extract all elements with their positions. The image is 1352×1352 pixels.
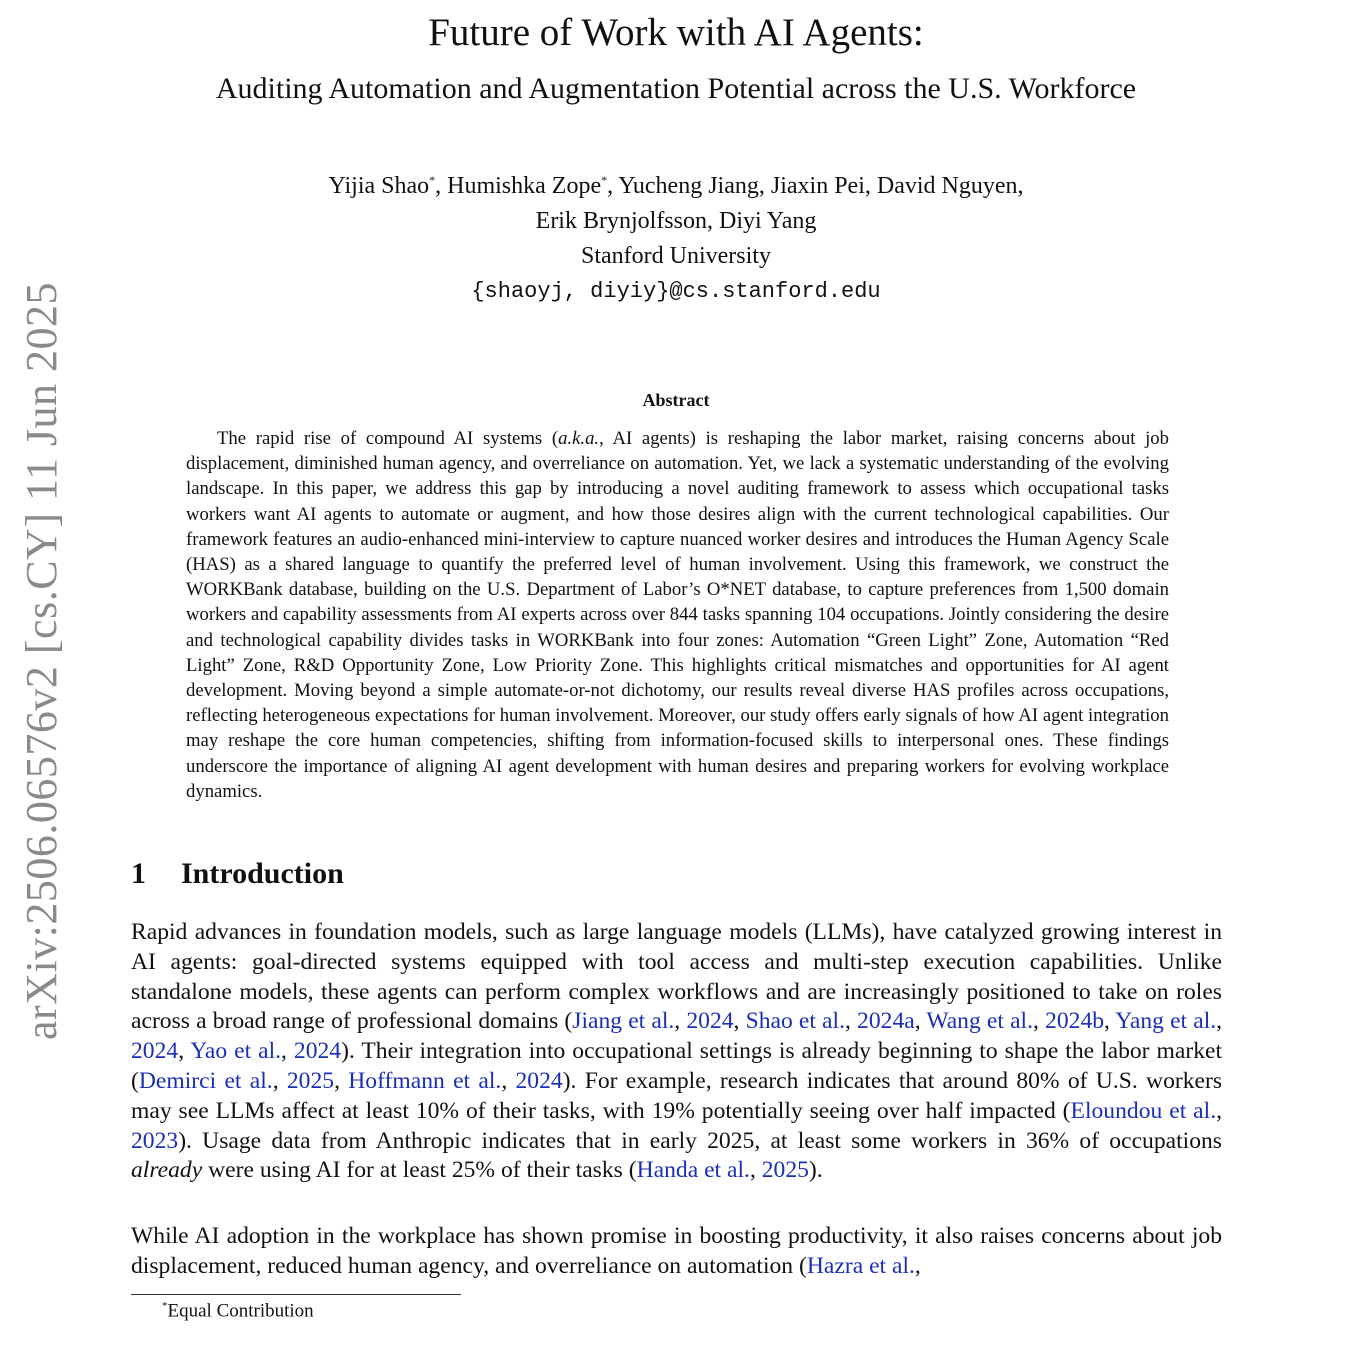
citation-year-link[interactable]: 2024 bbox=[293, 1038, 342, 1065]
citation-year-link[interactable]: 2024 bbox=[515, 1067, 563, 1094]
citation-link[interactable]: Shao et al. bbox=[745, 1008, 845, 1035]
citation-link[interactable]: Hoffmann et al. bbox=[348, 1067, 502, 1094]
author-names: Yucheng Jiang, Jiaxin Pei, David Nguyen, bbox=[618, 173, 1024, 199]
paragraph-text: While AI adoption in the workplace has shown promise in boosting productivity, it also raises concerns about job displacement, reduced human agency, and overreliance on automation ( bbox=[131, 1223, 1222, 1279]
author-block bbox=[0, 163, 1352, 309]
citation-link[interactable]: Handa et al. bbox=[636, 1157, 750, 1184]
citation-year-link[interactable]: 2025 bbox=[286, 1067, 335, 1094]
citation-year-link[interactable]: 2023 bbox=[131, 1127, 179, 1154]
author-line-1: Yijia Shao*, Humishka Zope*, Yucheng Jiang, Jiaxin Pei, David Nguyen, bbox=[328, 173, 1024, 199]
author-name: Yijia Shao bbox=[328, 173, 430, 199]
abstract-body bbox=[186, 426, 1169, 804]
intro-paragraph-1: Rapid advances in foundation models, such as large language models (LLMs), have catalyzed growing interest in AI agents: goal-directed systems equipped with tool access and multi-step execution capabilities. Unlike standalone models, these agents can perform complex workflows and are increasingly positioned to take on roles across a broad range of professional domains (Jiang et al., 2024, Shao et al., 2024a, Wang et al., 2024b, Yang et al., 2024, Yao et al., 2024). Their integration into occupational settings is already beginning to shape the labor market (Demirci et al., 2025, Hoffmann et al., 2024). For example, research indicates that around 80% of U.S. workers may see LLMs affect at least 10% of their tasks, with 19% potentially seeing over half impacted (Eloundou et al., 2023). Usage data from Anthropic indicates that in early 2025, at least some workers in 36% of occupations already were using AI for at least 25% of their tasks (Handa et al., 2025). bbox=[131, 919, 1223, 1184]
emphasis-text: already bbox=[131, 1157, 203, 1184]
abstract-heading: Abstract bbox=[642, 390, 710, 410]
author-name: Humishka Zope bbox=[447, 173, 602, 199]
contact-email: {shaoyj, diyiy}@cs.stanford.edu bbox=[471, 279, 881, 304]
abstract-text: , AI agents) is reshaping the labor market, raising concerns about job displacement, diminished human agency, and overreliance on automation. Yet, we lack a systematic understanding of the evolving landscape. In this paper, we address this gap by introducing a novel auditing framework to assess which occupational tasks workers want AI agents to automate or augment, and how those desires align with the current technological capabilities. Our framework features an audio-enhanced mini-interview to capture nuanced worker desires and introduces the Human Agency Scale (HAS) as a shared language to quantify the preferred level of human involvement. Using this framework, we construct the WORKBank database, building on the U.S. Department of Labor’s O*NET database, to capture preferences from 1,500 domain workers and capability assessments from AI experts across over 844 tasks spanning 104 occupations. Jointly considering the desire and technological capability divides tasks in WORKBank into four zones: Automation “Green Light” Zone, Automation “Red Light” Zone, R&D Opportunity Zone, Low Priority Zone. This highlights critical mismatches and opportunities for AI agent development. Moving beyond a simple automate-or-not dichotomy, our results reveal diverse HAS profiles across occupations, reflecting heterogeneous expectations for human involvement. Moreover, our study offers early signals of how AI agent integration may reshape the core human competencies, shifting from information-focused skills to interpersonal ones. These findings underscore the importance of aligning AI agent development with human desires and preparing workers for evolving workplace dynamics. bbox=[186, 428, 1169, 802]
citation-link[interactable]: Yang et al. bbox=[1115, 1008, 1217, 1035]
author-line-2: Erik Brynjolfsson, Diyi Yang bbox=[535, 208, 817, 234]
abstract-aka: a.k.a. bbox=[558, 428, 600, 449]
paper-subtitle: Auditing Automation and Augmentation Potential across the U.S. Workforce bbox=[215, 72, 1137, 105]
citation-link[interactable]: Hazra et al. bbox=[806, 1252, 915, 1279]
equal-contribution-mark: * bbox=[429, 173, 436, 187]
citation-year-link[interactable]: 2024 bbox=[131, 1038, 179, 1065]
intro-paragraph-2 bbox=[131, 1222, 1222, 1282]
paragraph-text: were using AI for at least 25% of their tasks ( bbox=[202, 1157, 637, 1184]
abstract-text: The rapid rise of compound AI systems ( bbox=[217, 428, 559, 449]
affiliation: Stanford University bbox=[581, 243, 771, 269]
section-title: Introduction bbox=[181, 857, 344, 890]
paragraph-text: ). bbox=[808, 1157, 823, 1184]
citation-link[interactable]: Eloundou et al. bbox=[1070, 1097, 1217, 1124]
footnote bbox=[162, 1300, 314, 1322]
arxiv-identifier-stamp: arXiv:2506.06576v2 [cs.CY] 11 Jun 2025 bbox=[17, 282, 66, 1040]
citation-year-link[interactable]: 2024 bbox=[686, 1008, 734, 1035]
paragraph-text: ). Usage data from Anthropic indicates that in early 2025, at least some workers in 36% of occupations bbox=[178, 1127, 1222, 1154]
section-number: 1 bbox=[131, 857, 146, 890]
citation-link[interactable]: Wang et al. bbox=[926, 1008, 1033, 1035]
paper-title: Future of Work with AI Agents: bbox=[428, 11, 924, 54]
citation-year-link[interactable]: 2024b bbox=[1045, 1008, 1105, 1035]
equal-contribution-mark: * bbox=[601, 173, 608, 187]
citation-link[interactable]: Demirci et al. bbox=[138, 1067, 273, 1094]
citation-year-link[interactable]: 2024a bbox=[857, 1008, 915, 1035]
citation-link[interactable]: Jiang et al. bbox=[572, 1008, 675, 1035]
citation-year-link[interactable]: 2025 bbox=[761, 1157, 809, 1184]
paragraph-text: ). Their integration into occupational settings is already beginning to shape the labor market ( bbox=[131, 1038, 1223, 1094]
paragraph-text: Rapid advances in foundation models, such as large language models (LLMs), have catalyzed growing interest in AI agents: goal-directed systems equipped with tool access and multi-step execution capabilities. Unlike standalone models, these agents can perform complex workflows and are increasingly positioned to take on roles across a broad range of professional domains ( bbox=[131, 919, 1222, 1035]
citation-link[interactable]: Yao et al. bbox=[190, 1038, 282, 1065]
footnote-mark: * bbox=[162, 1300, 168, 1312]
footnote-text: Equal Contribution bbox=[167, 1300, 314, 1322]
paragraph-text: ). For example, research indicates that around 80% of U.S. workers may see LLMs affect at least 10% of their tasks, with 19% potentially seeing over half impacted ( bbox=[131, 1067, 1223, 1124]
section-heading-introduction bbox=[131, 857, 344, 891]
paragraph-text: , bbox=[914, 1252, 921, 1279]
footnote-divider bbox=[131, 1294, 461, 1295]
